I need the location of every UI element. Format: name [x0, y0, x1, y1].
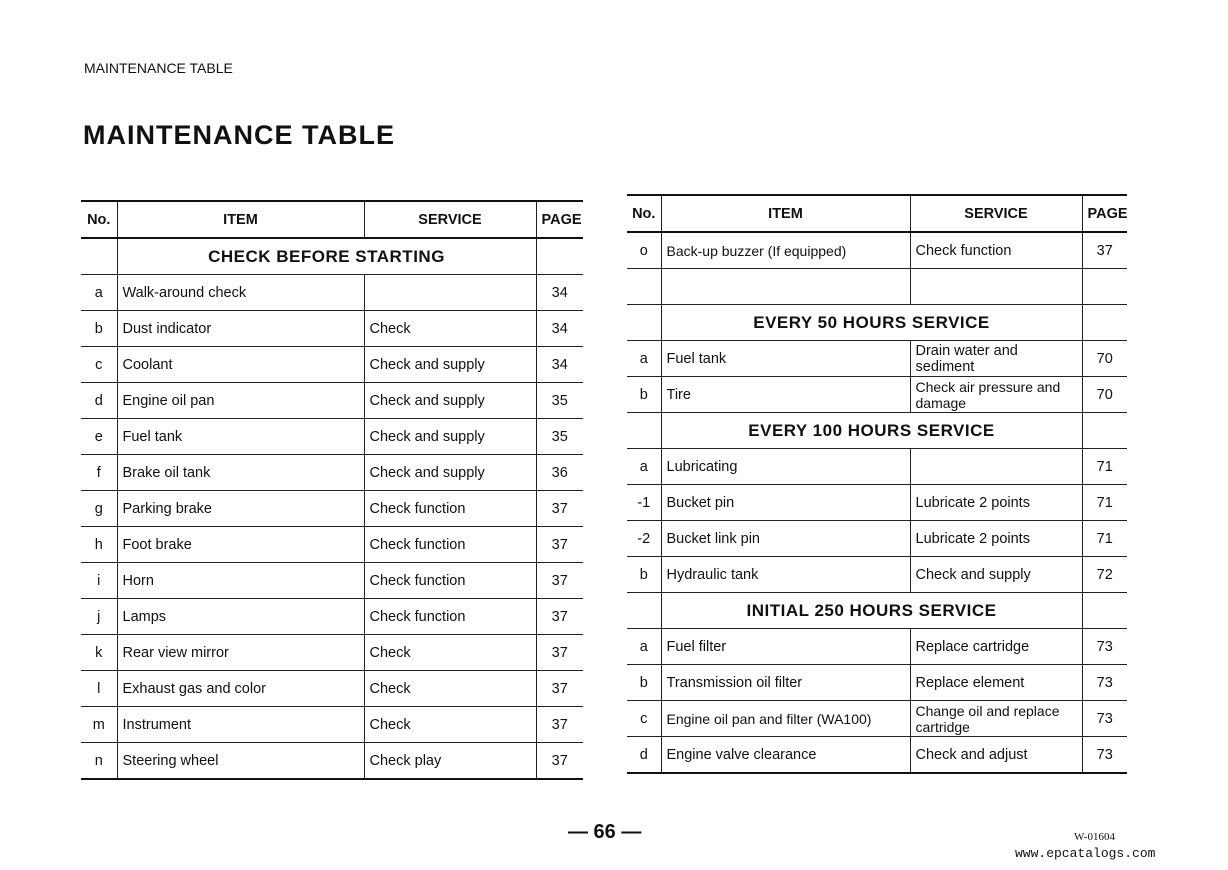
cell-no: h — [81, 527, 117, 563]
document-code: W-01604 — [1074, 831, 1115, 843]
table-row — [627, 665, 1127, 701]
cell-page: 71 — [1082, 521, 1127, 557]
table-row — [81, 599, 583, 635]
header-service: SERVICE — [364, 201, 536, 238]
cell-no: k — [81, 635, 117, 671]
cell-item: Exhaust gas and color — [117, 671, 364, 707]
table-row — [627, 449, 1127, 485]
cell-page: 73 — [1082, 629, 1127, 665]
cell-item: Steering wheel — [117, 743, 364, 780]
cell-page: 34 — [536, 275, 583, 311]
cell-item: Fuel tank — [117, 419, 364, 455]
cell-no: m — [81, 707, 117, 743]
cell-page: 35 — [536, 383, 583, 419]
cell-no: d — [627, 737, 661, 774]
header-page: PAGE — [536, 201, 583, 238]
table-row — [81, 383, 583, 419]
section-heading: CHECK BEFORE STARTING — [117, 238, 536, 275]
cell-page: 72 — [1082, 557, 1127, 593]
table-row — [81, 311, 583, 347]
cell-item: Engine valve clearance — [661, 737, 910, 774]
cell-service: Check and supply — [364, 419, 536, 455]
cell-item: Lubricating — [661, 449, 910, 485]
table-row — [81, 455, 583, 491]
cell-item: Transmission oil filter — [661, 665, 910, 701]
cell-service: Check and supply — [364, 347, 536, 383]
section-heading: EVERY 100 HOURS SERVICE — [661, 413, 1082, 449]
cell-page: 36 — [536, 455, 583, 491]
cell-service: Replace element — [910, 665, 1082, 701]
table-row — [81, 419, 583, 455]
cell-service: Check and supply — [910, 557, 1082, 593]
cell-no: j — [81, 599, 117, 635]
cell-no: c — [81, 347, 117, 383]
cell-item: Fuel tank — [661, 341, 910, 377]
cell-page: 34 — [536, 311, 583, 347]
cell-service: Lubricate 2 points — [910, 485, 1082, 521]
cell-page: 35 — [536, 419, 583, 455]
cell-page: 70 — [1082, 341, 1127, 377]
table-row — [627, 341, 1127, 377]
cell-page: 37 — [536, 707, 583, 743]
cell-no: f — [81, 455, 117, 491]
cell-service: Check and adjust — [910, 737, 1082, 774]
header-item: ITEM — [661, 195, 910, 232]
cell-page: 37 — [536, 491, 583, 527]
cell-item: Dust indicator — [117, 311, 364, 347]
section-row — [627, 593, 1127, 629]
cell-item: Foot brake — [117, 527, 364, 563]
cell-no: a — [627, 629, 661, 665]
table-row — [81, 635, 583, 671]
cell-no: o — [627, 232, 661, 269]
cell-page: 37 — [536, 599, 583, 635]
watermark-text: www.epcatalogs.com — [1015, 846, 1156, 861]
running-head: MAINTENANCE TABLE — [84, 60, 233, 76]
cell-page: 34 — [536, 347, 583, 383]
cell-page: 37 — [536, 635, 583, 671]
cell-service: Check and supply — [364, 383, 536, 419]
cell-item: Brake oil tank — [117, 455, 364, 491]
cell-no: g — [81, 491, 117, 527]
cell-item: Lamps — [117, 599, 364, 635]
table-row — [627, 485, 1127, 521]
table-row — [627, 557, 1127, 593]
cell-service: Check function — [364, 527, 536, 563]
cell-no: b — [627, 377, 661, 413]
cell-page: 37 — [536, 671, 583, 707]
page-title: MAINTENANCE TABLE — [83, 120, 395, 150]
section-heading: EVERY 50 HOURS SERVICE — [661, 305, 1082, 341]
section-spacer — [1082, 413, 1127, 449]
cell-page: 37 — [536, 563, 583, 599]
cell-no: -1 — [627, 485, 661, 521]
cell-service: Check function — [364, 599, 536, 635]
cell-no: a — [81, 275, 117, 311]
header-page: PAGE — [1082, 195, 1127, 232]
table-row — [627, 701, 1127, 737]
page-number: — 66 — — [568, 821, 642, 843]
header-item: ITEM — [117, 201, 364, 238]
cell-no: n — [81, 743, 117, 780]
cell-item: Tire — [661, 377, 910, 413]
cell-no: b — [627, 557, 661, 593]
cell-no: e — [81, 419, 117, 455]
cell-no: -2 — [627, 521, 661, 557]
cell-item: Hydraulic tank — [661, 557, 910, 593]
cell-item: Fuel filter — [661, 629, 910, 665]
cell-service — [364, 275, 536, 311]
section-spacer — [627, 413, 661, 449]
cell-page: 73 — [1082, 665, 1127, 701]
cell-item: Rear view mirror — [117, 635, 364, 671]
table-row — [627, 737, 1127, 774]
header-no: No. — [627, 195, 661, 232]
cell-service: Check function — [364, 491, 536, 527]
maintenance-table-left — [81, 200, 583, 780]
cell-service: Check — [364, 311, 536, 347]
table-row — [627, 269, 1127, 305]
cell-item: Engine oil pan and filter (WA100) — [661, 701, 910, 737]
cell-service — [910, 449, 1082, 485]
cell-no: b — [627, 665, 661, 701]
cell-service — [910, 269, 1082, 305]
cell-page: 71 — [1082, 449, 1127, 485]
cell-page: 70 — [1082, 377, 1127, 413]
cell-service: Check play — [364, 743, 536, 780]
cell-no: c — [627, 701, 661, 737]
table-row — [627, 521, 1127, 557]
cell-service: Lubricate 2 points — [910, 521, 1082, 557]
cell-service: Check function — [364, 563, 536, 599]
section-spacer — [627, 305, 661, 341]
cell-item: Coolant — [117, 347, 364, 383]
section-spacer — [627, 593, 661, 629]
cell-page: 37 — [1082, 232, 1127, 269]
cell-service: Replace cartridge — [910, 629, 1082, 665]
cell-service: Check function — [910, 232, 1082, 269]
cell-no: b — [81, 311, 117, 347]
cell-item: Back-up buzzer (If equipped) — [661, 232, 910, 269]
section-row — [81, 238, 583, 275]
cell-item: Instrument — [117, 707, 364, 743]
cell-no — [627, 269, 661, 305]
maintenance-table-right — [627, 194, 1127, 774]
cell-item: Horn — [117, 563, 364, 599]
cell-no: a — [627, 449, 661, 485]
table-row — [81, 491, 583, 527]
table-row — [81, 671, 583, 707]
section-row — [627, 305, 1127, 341]
section-spacer — [1082, 305, 1127, 341]
cell-service: Check — [364, 707, 536, 743]
cell-item: Parking brake — [117, 491, 364, 527]
cell-service: Check and supply — [364, 455, 536, 491]
table-row — [81, 347, 583, 383]
table-row — [81, 743, 583, 780]
table-row — [81, 563, 583, 599]
cell-page: 71 — [1082, 485, 1127, 521]
cell-page: 73 — [1082, 737, 1127, 774]
section-spacer — [81, 238, 117, 275]
section-row — [627, 413, 1127, 449]
header-no: No. — [81, 201, 117, 238]
cell-page: 37 — [536, 743, 583, 780]
cell-page: 73 — [1082, 701, 1127, 737]
section-heading: INITIAL 250 HOURS SERVICE — [661, 593, 1082, 629]
cell-no: a — [627, 341, 661, 377]
cell-item: Engine oil pan — [117, 383, 364, 419]
section-spacer — [1082, 593, 1127, 629]
section-spacer — [536, 238, 583, 275]
table-row — [81, 527, 583, 563]
table-row — [627, 629, 1127, 665]
cell-service: Drain water and sediment — [910, 341, 1082, 377]
cell-no: i — [81, 563, 117, 599]
cell-page — [1082, 269, 1127, 305]
cell-no: l — [81, 671, 117, 707]
table-row — [627, 377, 1127, 413]
header-service: SERVICE — [910, 195, 1082, 232]
table-row — [627, 232, 1127, 269]
cell-item — [661, 269, 910, 305]
table-row — [81, 275, 583, 311]
cell-page: 37 — [536, 527, 583, 563]
cell-service: Check — [364, 635, 536, 671]
cell-service: Change oil and replace cartridge — [910, 701, 1082, 737]
cell-item: Walk-around check — [117, 275, 364, 311]
cell-no: d — [81, 383, 117, 419]
table-row — [81, 707, 583, 743]
cell-item: Bucket link pin — [661, 521, 910, 557]
cell-service: Check air pressure and damage — [910, 377, 1082, 413]
cell-item: Bucket pin — [661, 485, 910, 521]
cell-service: Check — [364, 671, 536, 707]
